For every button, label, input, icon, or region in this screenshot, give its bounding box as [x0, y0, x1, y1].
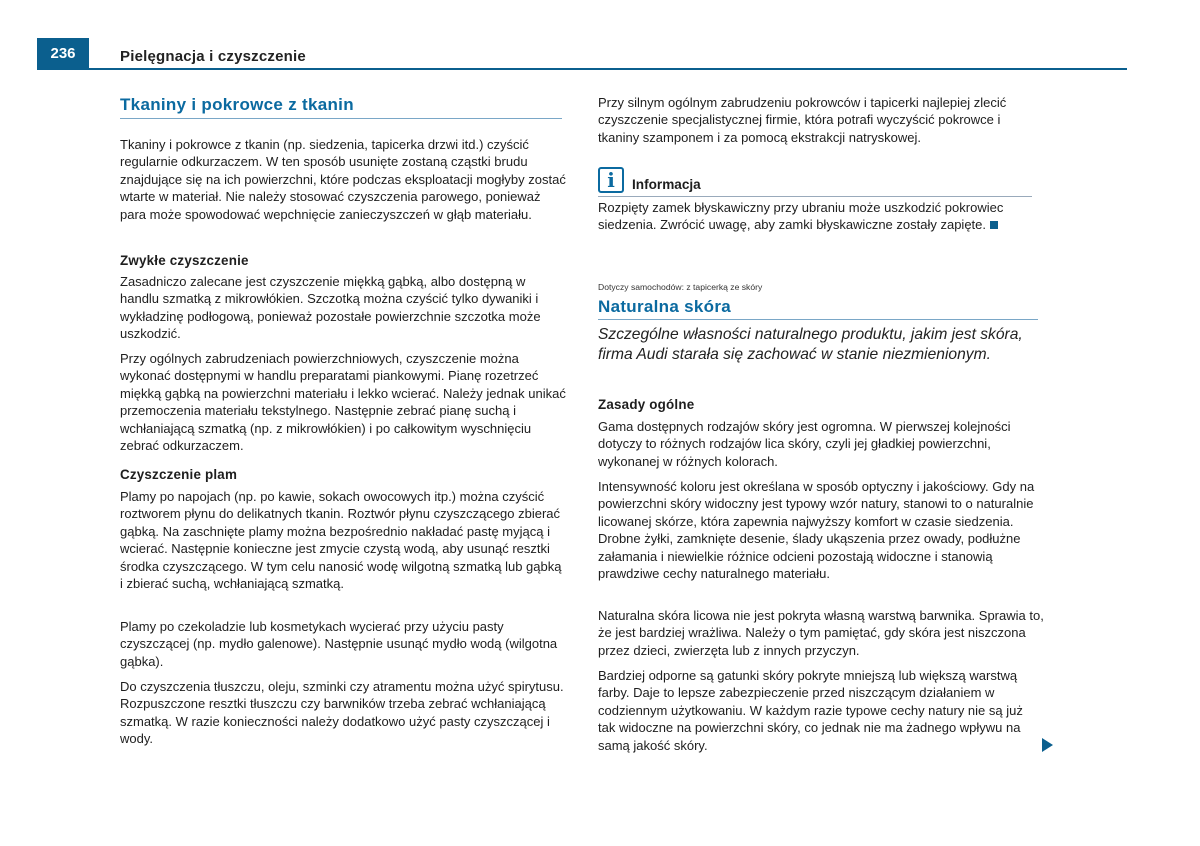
header-rule — [37, 68, 1127, 70]
end-square-icon — [990, 221, 998, 229]
info-icon: i — [598, 167, 624, 193]
subheading-stain-cleaning: Czyszczenie plam — [120, 467, 238, 482]
paragraph-regular-cleaning-1: Zasadniczo zalecane jest czyszczenie miękką gąbką, albo dostępną w handlu szmatką z mikrowłókien. Szczotką można czyścić tylko dywaniki i wykładzinę podłogową, ponieważ pozostałe powierzchnie szczotka może uszkodzić. — [120, 274, 541, 342]
info-rule — [598, 196, 1032, 197]
subheading-general-rules: Zasady ogólne — [598, 397, 695, 412]
paragraph-stain-cleaning-2: Plamy po czekoladzie lub kosmetykach wycierać przy użyciu pasty czyszczącej (np. mydło galenowe). Następnie usunąć mydło wodą (wilgotna gąbka). — [120, 619, 558, 669]
page-number: 236 — [37, 38, 89, 69]
heading-rule — [120, 118, 562, 119]
paragraph-stain-cleaning-3: Do czyszczenia tłuszczu, oleju, szminki czy atramentu można użyć spirytusu. Rozpuszczone resztki tłuszczu czy barwników trzeba zebrać wchłaniającą szmatką. W razie konieczności należy dodatkowo użyć pasty czyszczącej i wody. — [120, 679, 564, 747]
subheading-regular-cleaning: Zwykłe czyszczenie — [120, 253, 249, 268]
paragraph-leather-4: Bardziej odporne są gatunki skóry pokryte mniejszą lub większą warstwą farby. Daje to lepsze zabezpieczenie przed niszczącym działaniem w codziennym użytkowaniu. W każdym razie typowe cechy natury nie są już tak widoczne na powierzchni skóry, co jednak nie ma żadnego wpływu na samą jakość skóry. — [598, 668, 1023, 753]
paragraph-regular-cleaning-2: Przy ogólnych zabrudzeniach powierzchniowych, czyszczenie można wykonać dostępnymi w handlu preparatami piankowymi. Pianę rozetrzeć miękką gąbką na powierzchni materiału i lekko wcierać. Należy jednak unikać przemoczenia materiału tekstylnego. Następnie zebrać pianę suchą i wchłaniającą szmatką (np. z mikrowłókien) i po całkowitym wyschnięciu zebrać odkurzaczem. — [120, 351, 566, 454]
heading-rule — [598, 319, 1038, 320]
applies-to-note: Dotyczy samochodów: z tapicerką ze skóry — [598, 282, 763, 292]
paragraph-fabrics-intro: Tkaniny i pokrowce z tkanin (np. siedzenia, tapicerka drzwi itd.) czyścić regularnie odkurzaczem. W ten sposób usunięte zostaną cząstki brudu znajdujące się na ich powierzchni, które podczas eksploatacji mogłyby zostać wtarte w materiał. Nie należy stosować czyszczenia parowego, ponieważ para może spowodować wepchnięcie zanieczyszczeń w głąb materiału. — [120, 137, 566, 222]
next-page-arrow-icon — [1042, 738, 1053, 752]
paragraph-stain-cleaning-1: Plamy po napojach (np. po kawie, sokach owocowych itp.) można czyścić roztworem płynu do delikatnych tkanin. Roztwór płynu czyszczącego zbierać gąbką. Na zaschnięte plamy można bezpośrednio nakładać pastę myjącą i wcierać. Następnie konieczne jest zmycie czystą wodą, aby usunąć resztki środka czyszczącego. W tym celu nanosić wodę wilgotną szmatką lub gąbką i zbierać suchą, wchłaniającą szmatką. — [120, 489, 562, 592]
info-paragraph — [598, 199, 1038, 234]
lead-paragraph: Szczególne własności naturalnego produktu, jakim jest skóra, firma Audi starała się zachować w stanie niezmienionym. — [598, 326, 1023, 363]
info-text: Rozpięty zamek błyskawiczny przy ubraniu może uszkodzić pokrowiec siedzenia. Zwrócić uwagę, aby zamki błyskawiczne zostały zapięte. — [598, 200, 1004, 233]
paragraph-heavy-soiling: Przy silnym ogólnym zabrudzeniu pokrowców i tapicerki najlepiej zlecić czyszczenie specjalistycznej firmie, która potrafi wyczyścić pokrowce i tkaniny szamponem i za pomocą ekstrakcji natryskowej. — [598, 95, 1007, 145]
section-heading-leather: Naturalna skóra — [598, 297, 731, 316]
paragraph-leather-2: Intensywność koloru jest określana w sposób optyczny i jakościowy. Gdy na powierzchni skóry widoczny jest typowy wzór natury, stanowi to o naturalnie licowanej skórze, która zapewnia najwyższy komfort w czasie siedzenia. Drobne żyłki, zamknięte desenie, ślady ukąszenia przez owady, podłużne załamania i niewielkie różnice odcieni pozostają widoczne i stanowią prawdziwe cechy naturalnego materiału. — [598, 479, 1035, 582]
section-heading-fabrics: Tkaniny i pokrowce z tkanin — [120, 95, 354, 114]
info-title: Informacja — [632, 177, 701, 192]
paragraph-leather-1: Gama dostępnych rodzajów skóry jest ogromna. W pierwszej kolejności dotyczy to różnych rodzajów lica skóry, czyli jej gładkiej powierzchni, wykonanej w różnych kolorach. — [598, 419, 1011, 469]
chapter-title: Pielęgnacja i czyszczenie — [120, 48, 306, 65]
paragraph-leather-3: Naturalna skóra licowa nie jest pokryta własną warstwą barwnika. Sprawia to, że jest bardziej wrażliwa. Należy o tym pamiętać, gdy skóra jest niszczona przez dzieci, zwierzęta lub z innych przyczyn. — [598, 608, 1044, 658]
